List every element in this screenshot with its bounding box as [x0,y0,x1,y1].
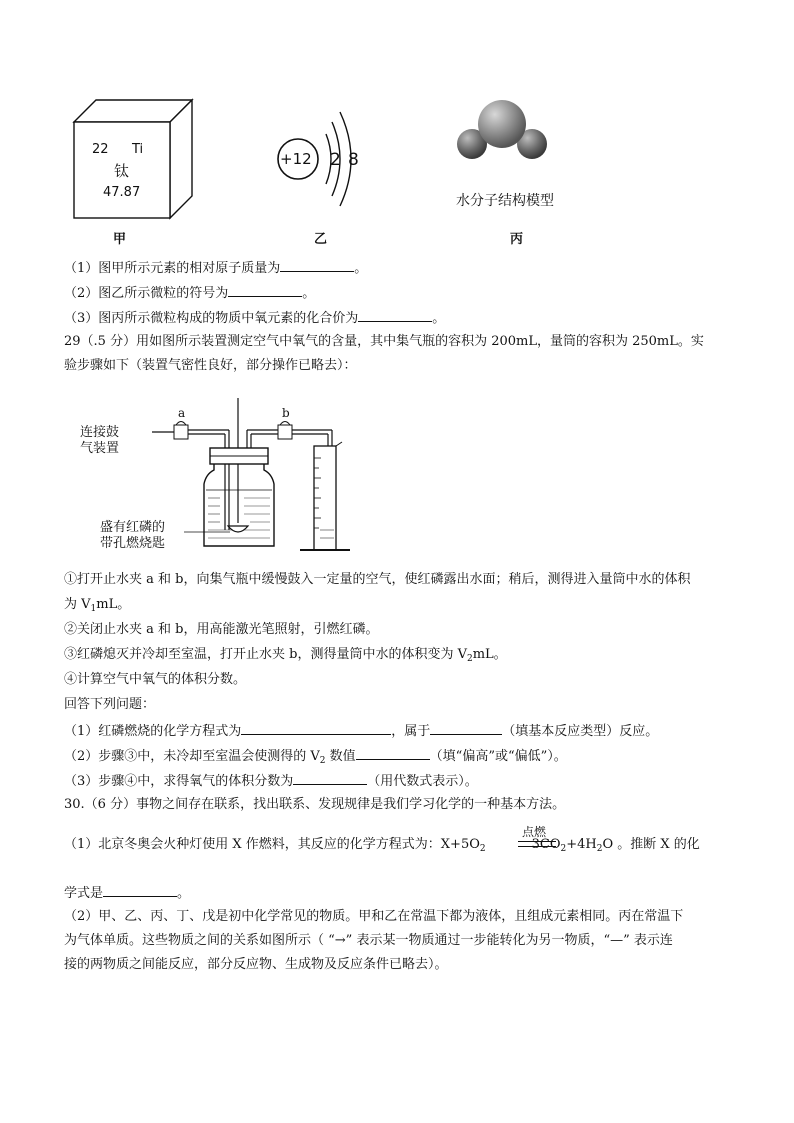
water-molecule-model [450,94,554,174]
answer-blank[interactable] [280,257,354,272]
q29-step-1a: ①打开止水夹 a 和 b，向集气瓶中缓慢鼓入一定量的空气，使红磷露出水面；稍后，测得进入量筒中水的体积 [64,572,691,587]
water-model-label: 水分子结构模型 [456,193,554,209]
answer-blank[interactable] [103,882,177,897]
q30-part2-line-3: 接的两物质之间能反应，部分反应物、生成物及反应条件已略去）。 [64,957,448,972]
q30-intro: 30.（6 分）事物之间存在联系，找出联系、发现规律是我们学习化学的一种基本方法。 [64,797,566,812]
label-connect-blower-1: 连接鼓 [80,425,120,440]
q29-answer-2: （2）步骤③中，未冷却至室温会使测得的 $V_2$ 数值 （填“偏高”或“偏低”）。 [64,745,734,771]
element-number: 22 [92,142,109,157]
element-name: 钛 [114,162,130,180]
element-cube-figure [70,96,200,220]
q29-answer-1: （1）红磷燃烧的化学方程式为 ，属于 （填基本反应类型）反应。 [64,720,734,742]
q28-line-2: （2）图乙所示微粒的符号为 。 [64,282,734,304]
answer-blank[interactable] [358,307,432,322]
label-spoon-1: 盛有红磷的 [100,520,166,535]
q30-part2-line-1: （2）甲、乙、丙、丁、戊是初中化学常见的物质。甲和乙在常温下都为液体，且组成元素相同。丙在常温下 [64,909,684,924]
caption-jia: 甲 [113,232,127,247]
q29-step-3: ③红磷熄灭并冷却至室温，打开止水夹 b，测得量筒中水的体积变为 $V_2mL$。 [64,647,507,664]
q29-step-4: ④计算空气中氧气的体积分数。 [64,672,247,687]
clip-b-label: b [282,406,290,420]
q29-answer-3: （3）步骤④中，求得氧气的体积分数为 （用代数式表示）。 [64,770,734,792]
answer-blank[interactable] [228,282,302,297]
answer-blank[interactable] [356,745,430,760]
element-mass: 47.87 [103,185,141,200]
q29-step-2: ②关闭止水夹 a 和 b，用高能激光笔照射，引燃红磷。 [64,622,379,637]
q28-line-1: （1）图甲所示元素的相对原子质量为 。 [64,257,734,279]
answer-blank[interactable] [430,720,502,735]
clip-a-label: a [178,406,186,420]
q28-line-3: （3）图丙所示微粒构成的物质中氧元素的化合价为 。 [64,307,734,329]
label-connect-blower-2: 气装置 [80,441,120,456]
nucleus-charge: +12 [280,150,312,168]
q30-line-1: （1）北京冬奥会火种灯使用 X 作燃料，其反应的化学方程式为：$X+5O_2$ $3CO_2+4H_2O$ 。推断 X 的化 [64,837,700,854]
label-spoon-2: 带孔燃烧匙 [100,536,166,551]
caption-bing: 丙 [510,232,524,247]
shell-1-electrons: 2 [330,150,341,170]
q30-part2-line-2: 为气体单质。这些物质之间的关系如图所示（ “→” 表示某一物质通过一步能转化为另一物质，“—” 表示连 [64,933,673,948]
q30-line-2: 学式是 。 [64,882,734,904]
q29-step-1b: 为 $V_1mL$。 [64,597,131,614]
shell-2-electrons: 8 [348,150,359,170]
caption-yi: 乙 [314,232,328,247]
element-symbol: Ti [132,142,144,157]
q29-intro-2: 验步骤如下（装置气密性良好，部分操作已略去）： [64,358,357,373]
q29-answer-intro: 回答下列问题： [64,697,156,712]
q29-intro-1: 29（.5 分）用如图所示装置测定空气中氧气的含量，其中集气瓶的容积为 200mL，量筒的容积为 250mL。实 [64,334,704,349]
reaction-condition: 点燃 [522,825,547,839]
answer-blank[interactable] [293,770,367,785]
answer-blank[interactable] [241,720,391,735]
